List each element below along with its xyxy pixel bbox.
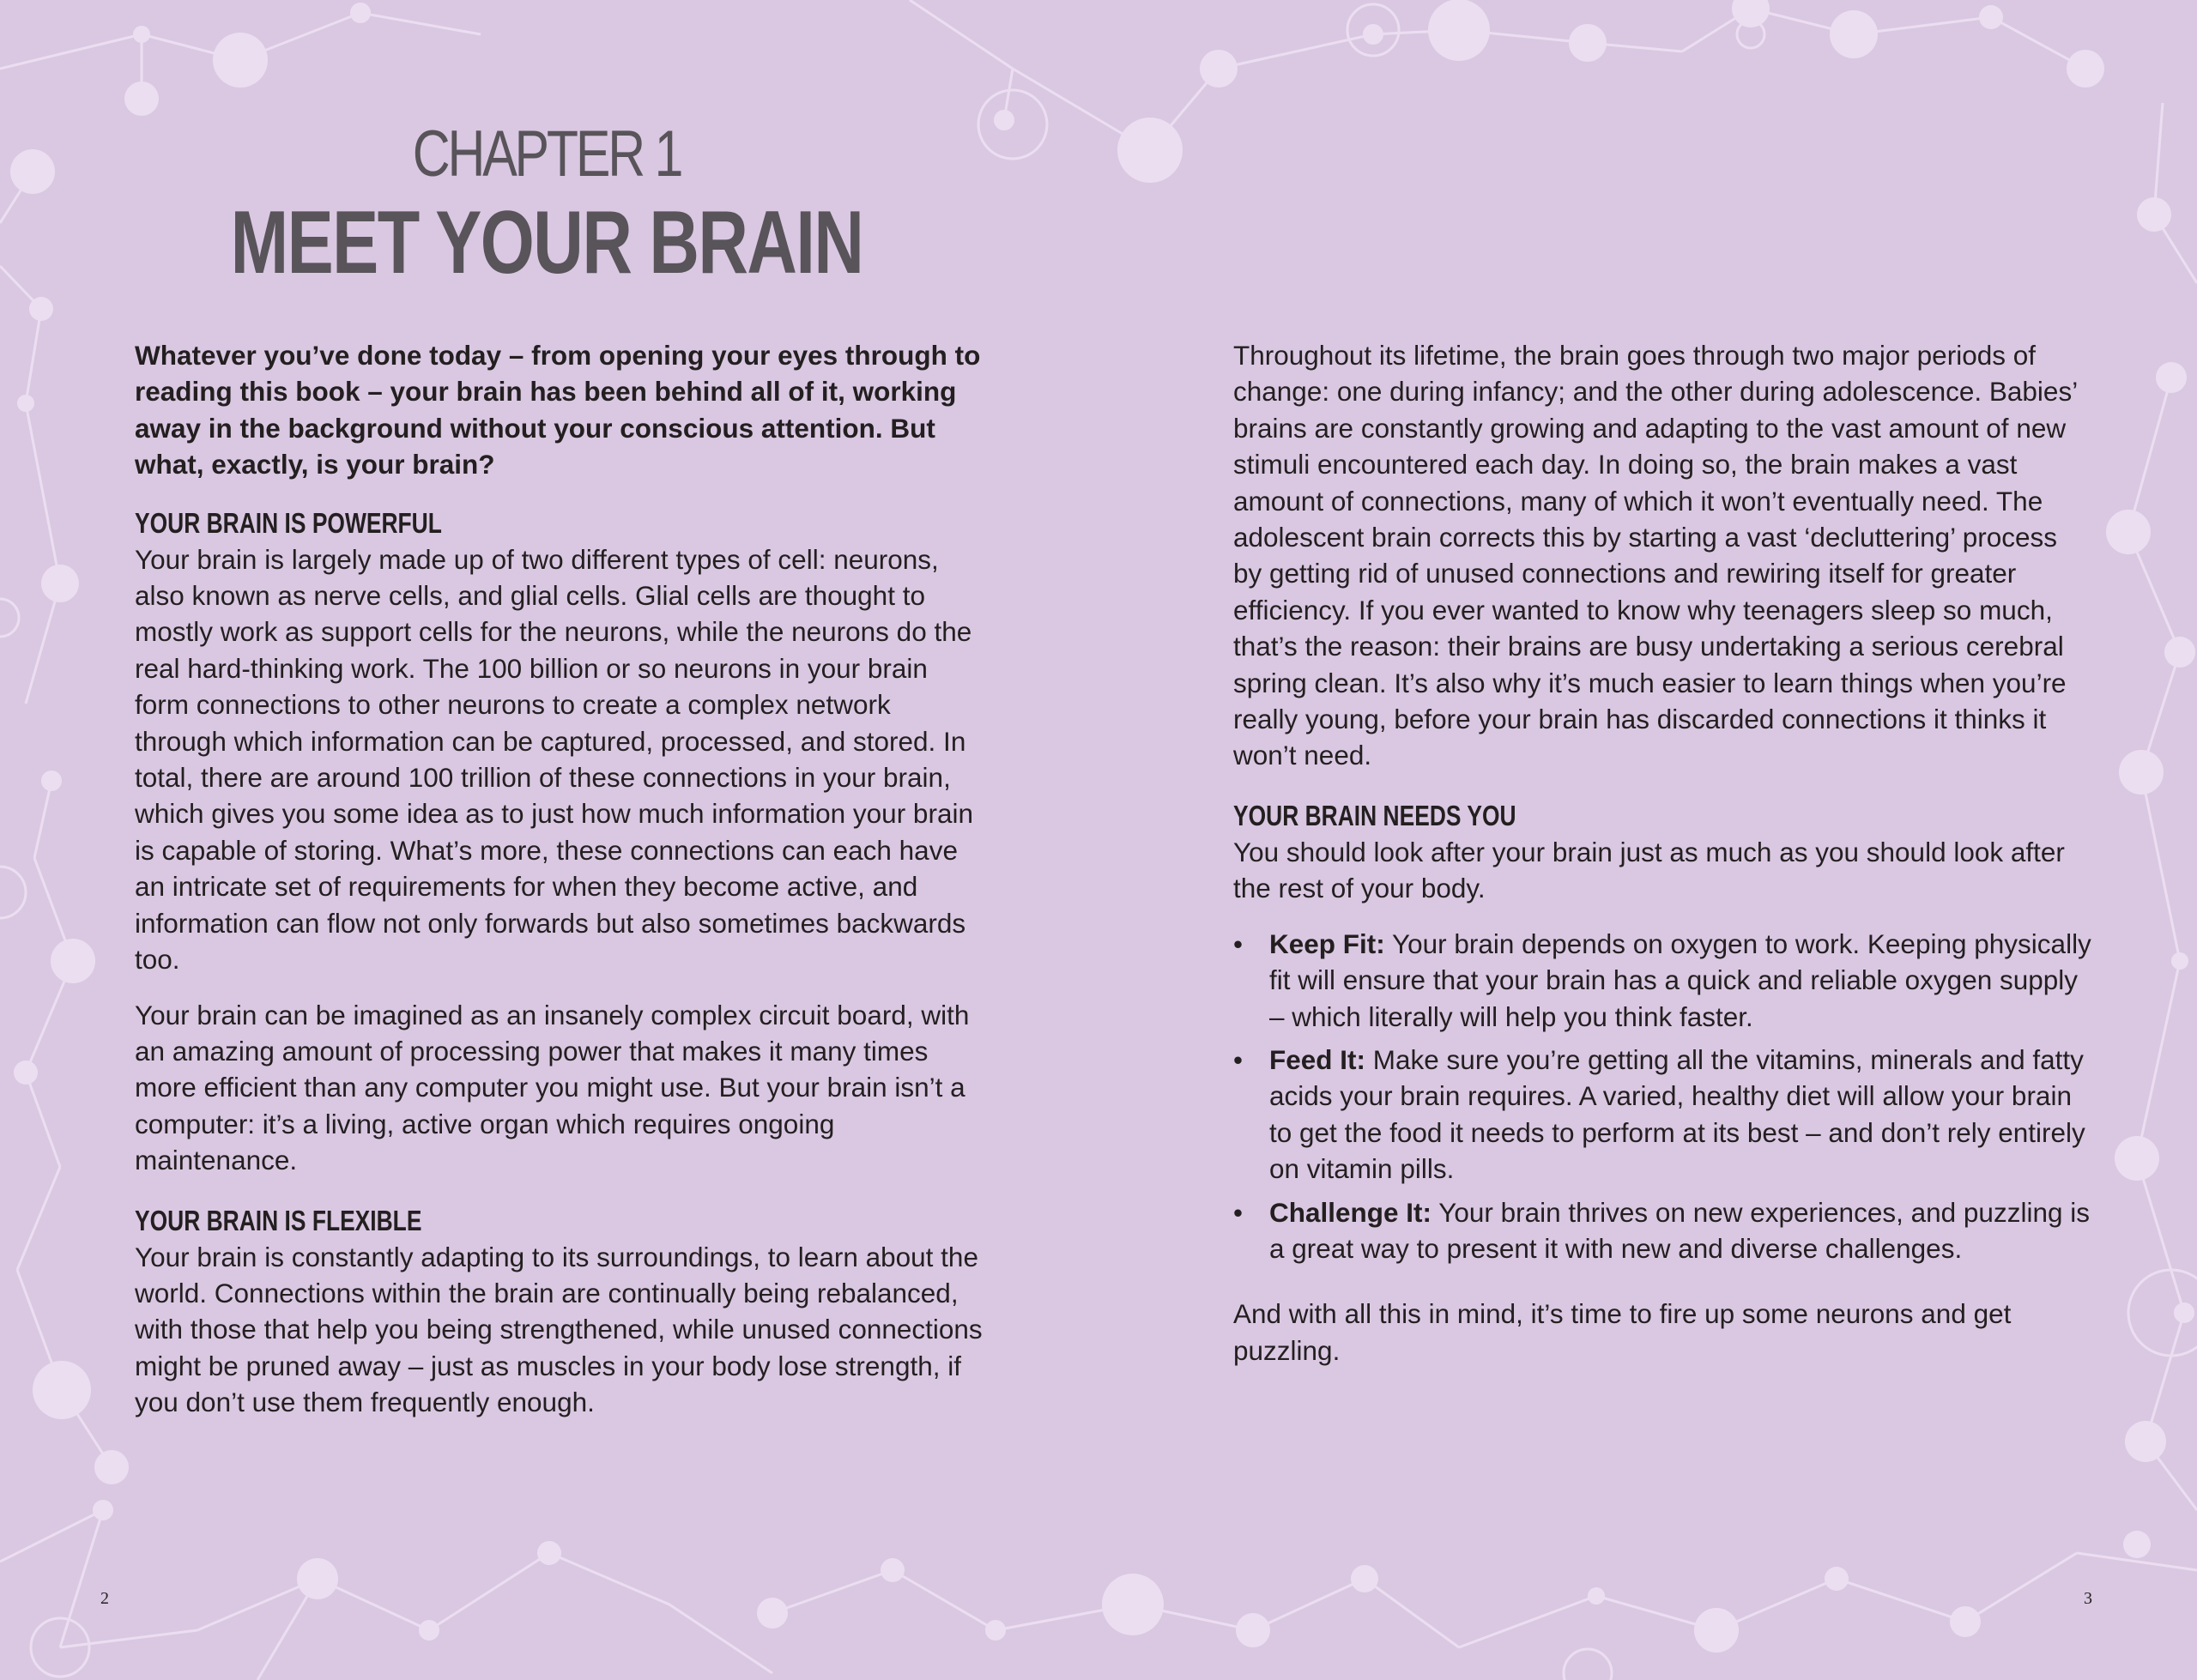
left-page xyxy=(0,0,1098,1680)
right-column xyxy=(1233,337,2091,1369)
left-column xyxy=(135,337,984,1421)
list-item xyxy=(1233,1042,2091,1187)
list-item-label: Challenge It: xyxy=(1269,1196,1432,1228)
chapter-title: MEET YOUR BRAIN xyxy=(230,193,863,293)
list-item-text: Your brain thrives on new experiences, and puzzling is a great way to present it with new and diverse challenges. xyxy=(1269,1196,2090,1264)
list-item xyxy=(1233,926,2091,1035)
closing-paragraph: And with all this in mind, it’s time to fire up some neurons and get puzzling. xyxy=(1233,1298,2012,1366)
bullet-glyph: • xyxy=(1233,1196,1244,1228)
intro-paragraph: Whatever you’ve done today – from opening your eyes through to reading this book – your brain has been behind all of it, working away in the background without your conscious attention. But what, exactly, is your brain? xyxy=(135,340,981,480)
list-item-text: Make sure you’re getting all the vitamins, minerals and fatty acids your brain requires. A varied, healthy diet will allow your brain to get the food it needs to perform at its best – and don’t rely entirely on vitamin pills. xyxy=(1269,1043,2085,1185)
section-heading-needs-you: YOUR BRAIN NEEDS YOU xyxy=(1233,799,1516,831)
section-heading-powerful: YOUR BRAIN IS POWERFUL xyxy=(135,506,442,539)
paragraph-lifetime: Throughout its lifetime, the brain goes through two major periods of change: one during infancy; and the other during adolescence. Babies’ brains are constantly growing and adapting to the vast amount of new stimuli encountered each day. In doing so, the brain makes a vast amount of connections, many of which it won’t eventually need. The adolescent brain corrects this by starting a vast ‘decluttering’ process by getting rid of unused connections and rewiring itself for greater efficiency. If you ever wanted to know why teenagers sleep so much, that’s the reason: their brains are busy undertaking a serious cerebral spring clean. It’s also why it’s much easier to learn things when you’re really young, before your brain has discarded connections it thinks it won’t need. xyxy=(1233,340,2078,771)
bullet-glyph: • xyxy=(1233,1043,1244,1075)
tips-list xyxy=(1233,926,2091,1267)
right-page xyxy=(1098,0,2197,1680)
list-item-label: Keep Fit: xyxy=(1269,928,1385,959)
page-number-left: 2 xyxy=(100,1589,109,1608)
bullet-glyph: • xyxy=(1233,928,1244,959)
chapter-label: CHAPTER 1 xyxy=(412,118,681,190)
paragraph-needs-you: You should look after your brain just as much as you should look after the rest of your body. xyxy=(1233,836,2065,904)
paragraph-flexible-1: Your brain is constantly adapting to its surroundings, to learn about the world. Connections within the brain are continually being rebalanced, with those that help you being strengthened, while unused connections might be pruned away – just as muscles in your body lose strength, if you don’t use them frequently enough. xyxy=(135,1241,983,1418)
list-item xyxy=(1233,1194,2091,1267)
list-item-text: Your brain depends on oxygen to work. Keeping physically fit will ensure that your brain has a quick and reliable oxygen supply – which literally will help you think faster. xyxy=(1269,928,2091,1032)
list-item-label: Feed It: xyxy=(1269,1043,1366,1075)
section-heading-flexible: YOUR BRAIN IS FLEXIBLE xyxy=(135,1204,422,1236)
paragraph-powerful-2: Your brain can be imagined as an insanely complex circuit board, with an amazing amount of processing power that makes it many times more efficient than any computer you might use. But your brain isn’t a computer: it’s a living, active organ which requires ongoing maintenance. xyxy=(135,999,970,1176)
chapter-heading xyxy=(135,116,959,293)
paragraph-powerful-1: Your brain is largely made up of two different types of cell: neurons, also known as nerve cells, and glial cells. Glial cells are thought to mostly work as support cells for the neurons, while the neurons do the real hard-thinking work. The 100 billion or so neurons in your brain form connections to other neurons to create a complex network through which information can be captured, processed, and stored. In total, there are around 100 trillion of these connections in your brain, which gives you some idea as to just how much information your brain is capable of storing. What’s more, these connections can each have an intricate set of requirements for when they become active, and information can flow not only forwards but also sometimes backwards too. xyxy=(135,543,973,976)
page-number-right: 3 xyxy=(2084,1589,2092,1608)
